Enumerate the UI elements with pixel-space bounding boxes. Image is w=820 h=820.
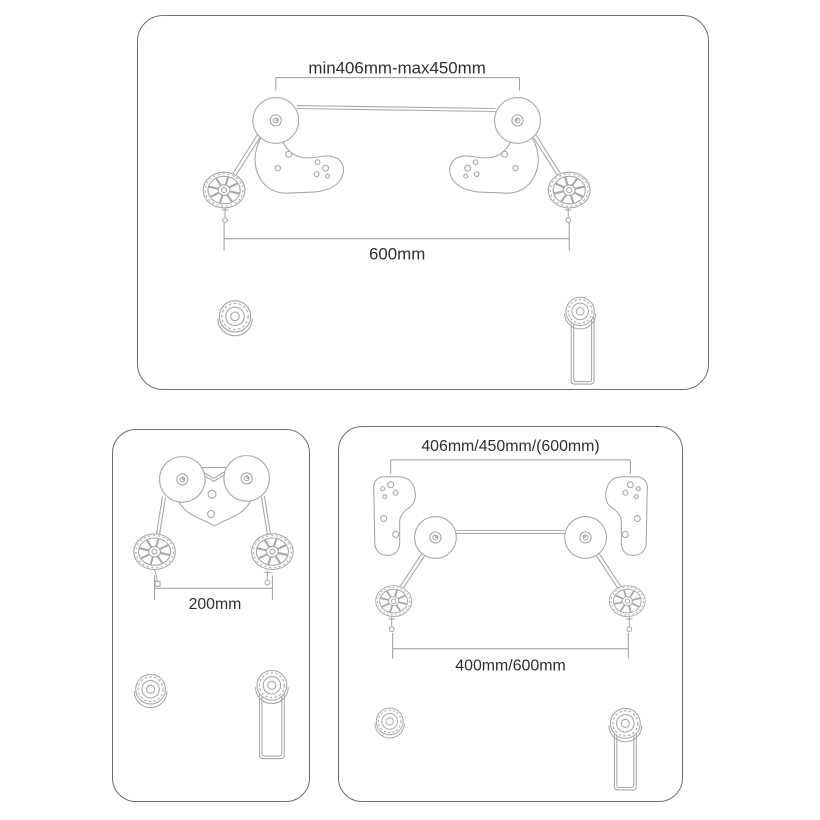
dimension-label-width-range: min406mm-max450mm xyxy=(308,58,486,78)
strip-knob xyxy=(609,708,642,741)
tension-pin xyxy=(389,617,395,632)
spoked-wheel xyxy=(376,586,412,617)
locking-knob xyxy=(134,674,167,707)
dimension-width xyxy=(155,575,273,613)
strip-knob xyxy=(565,297,596,329)
cover-strip xyxy=(565,297,596,384)
cable-wheel-left xyxy=(134,496,176,586)
spoked-wheel xyxy=(252,534,294,570)
tension-pin xyxy=(264,570,270,585)
spoked-wheel xyxy=(203,172,245,208)
dimension-label-overall: 400mm/600mm xyxy=(455,657,566,675)
telescoping-bar xyxy=(297,106,496,112)
arm-assembly-right xyxy=(450,98,590,223)
cable-end xyxy=(155,581,160,586)
dimension-label-overall: 600mm xyxy=(368,244,426,264)
strip-knob xyxy=(256,670,289,703)
cover-strip xyxy=(609,708,642,790)
bottom-right-diagram-drawing xyxy=(339,427,682,801)
locking-knob xyxy=(218,301,252,336)
dimension-overall-width xyxy=(224,223,569,264)
dimension-label-width: 200mm xyxy=(188,596,242,614)
cover-strip xyxy=(256,670,289,758)
bracket-assembly-right xyxy=(565,477,648,632)
arm-assembly-left xyxy=(203,98,343,223)
top-diagram-panel xyxy=(137,15,709,390)
dimension-overall xyxy=(393,633,629,675)
spoked-wheel xyxy=(134,534,176,570)
bottom-left-diagram-panel xyxy=(112,429,310,802)
locking-knob xyxy=(375,708,405,738)
cable-wheel-right xyxy=(252,496,294,585)
dimension-hole-pattern xyxy=(391,438,631,474)
vesa-bracket xyxy=(374,477,416,556)
bottom-right-diagram-panel xyxy=(338,426,683,802)
bracket-assembly-left xyxy=(374,477,457,632)
bottom-left-diagram-drawing xyxy=(113,430,309,801)
dimension-width-range xyxy=(276,59,520,91)
dimension-label-hole-pattern: 406mm/450mm/(600mm) xyxy=(421,437,600,455)
connecting-bar xyxy=(456,530,564,533)
top-diagram-drawing xyxy=(138,16,708,389)
tension-pin xyxy=(222,208,228,223)
